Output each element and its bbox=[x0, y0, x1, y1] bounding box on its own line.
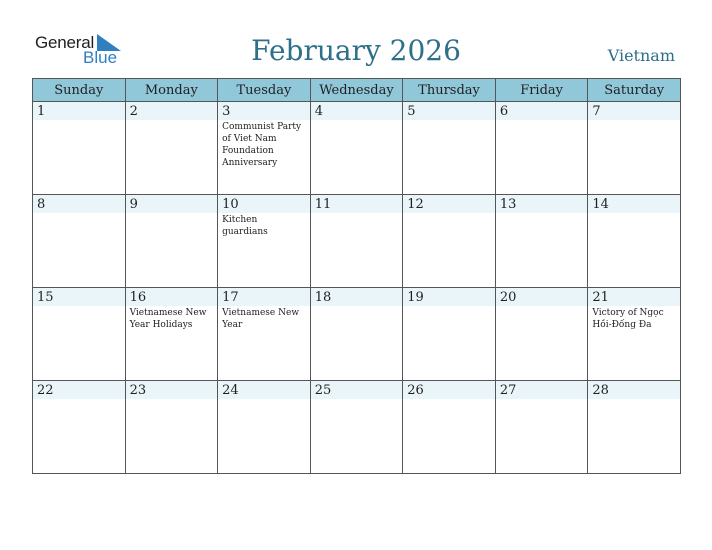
day-number: 2 bbox=[129, 104, 138, 119]
weekday-header: Friday bbox=[495, 79, 588, 102]
week-row bbox=[33, 195, 681, 288]
day-cell bbox=[218, 288, 311, 381]
day-cell bbox=[403, 288, 496, 381]
day-cell bbox=[310, 102, 403, 195]
day-cell bbox=[125, 195, 218, 288]
day-cell bbox=[495, 195, 588, 288]
day-cell bbox=[495, 288, 588, 381]
day-cell bbox=[218, 195, 311, 288]
day-number: 6 bbox=[499, 104, 509, 119]
day-number: 9 bbox=[129, 197, 138, 212]
weekday-header: Thursday bbox=[403, 79, 496, 102]
day-cell bbox=[125, 288, 218, 381]
day-number: 24 bbox=[222, 383, 239, 398]
weekday-header-row bbox=[33, 79, 681, 102]
day-cell bbox=[310, 381, 403, 474]
day-number: 27 bbox=[499, 383, 517, 398]
weekday-header: Tuesday bbox=[218, 79, 311, 102]
day-cell bbox=[125, 102, 218, 195]
day-number: 17 bbox=[222, 290, 239, 305]
day-cell bbox=[125, 381, 218, 474]
day-band bbox=[126, 102, 218, 120]
day-number: 5 bbox=[407, 104, 416, 119]
day-number: 1 bbox=[37, 104, 46, 119]
holiday-label: Communist Party of Viet Nam Foundation Anniversary bbox=[222, 122, 302, 168]
weekday-header: Monday bbox=[125, 79, 218, 102]
day-number: 20 bbox=[499, 290, 517, 305]
day-cell bbox=[403, 195, 496, 288]
day-number: 3 bbox=[222, 104, 231, 119]
day-cell bbox=[403, 102, 496, 195]
weekday-header: Saturday bbox=[588, 79, 681, 102]
weekday-header: Wednesday bbox=[310, 79, 403, 102]
calendar-grid bbox=[32, 78, 681, 474]
day-number: 8 bbox=[37, 197, 46, 212]
day-band bbox=[126, 195, 218, 213]
day-cell bbox=[495, 381, 588, 474]
day-cell bbox=[310, 288, 403, 381]
day-cell bbox=[218, 381, 311, 474]
holiday-label: Vietnamese New Year Holidays bbox=[129, 308, 207, 330]
day-cell bbox=[33, 288, 126, 381]
day-number: 21 bbox=[592, 290, 609, 305]
day-cell bbox=[310, 195, 403, 288]
week-row bbox=[33, 288, 681, 381]
day-cell bbox=[403, 381, 496, 474]
page-title: February 2026 bbox=[251, 34, 461, 67]
day-number: 15 bbox=[37, 290, 54, 305]
day-number: 4 bbox=[314, 104, 323, 119]
day-cell bbox=[33, 381, 126, 474]
day-number: 23 bbox=[129, 383, 147, 398]
day-number: 22 bbox=[37, 383, 54, 398]
day-number: 14 bbox=[592, 197, 609, 212]
day-number: 7 bbox=[592, 104, 601, 119]
holiday-label: Kitchen guardians bbox=[222, 215, 268, 237]
day-cell bbox=[588, 102, 681, 195]
day-cell bbox=[588, 288, 681, 381]
day-number: 16 bbox=[129, 290, 147, 305]
holiday-label: Vietnamese New Year bbox=[222, 308, 300, 330]
day-cell bbox=[495, 102, 588, 195]
day-band bbox=[403, 102, 495, 120]
day-number: 11 bbox=[314, 197, 332, 212]
day-number: 12 bbox=[407, 197, 424, 212]
day-cell bbox=[33, 195, 126, 288]
day-number: 18 bbox=[314, 290, 332, 305]
day-number: 26 bbox=[407, 383, 424, 398]
week-row bbox=[33, 102, 681, 195]
country-label: Vietnam bbox=[607, 46, 675, 65]
day-cell bbox=[588, 195, 681, 288]
day-band bbox=[33, 102, 125, 120]
day-cell bbox=[33, 102, 126, 195]
day-band bbox=[33, 195, 125, 213]
logo-text-blue: Blue bbox=[83, 48, 118, 67]
day-number: 13 bbox=[499, 197, 517, 212]
day-number: 25 bbox=[314, 383, 332, 398]
day-band bbox=[496, 102, 588, 120]
day-cell bbox=[218, 102, 311, 195]
holiday-label: Victory of Ngọc Hồi-Đống Đa bbox=[592, 308, 664, 330]
day-number: 28 bbox=[592, 383, 609, 398]
day-band bbox=[218, 102, 310, 120]
week-row bbox=[33, 381, 681, 474]
day-band bbox=[588, 102, 680, 120]
day-number: 19 bbox=[407, 290, 424, 305]
day-number: 10 bbox=[222, 197, 239, 212]
weekday-header: Sunday bbox=[33, 79, 126, 102]
logo-text-general: General bbox=[35, 33, 95, 52]
day-band bbox=[311, 102, 403, 120]
day-cell bbox=[588, 381, 681, 474]
